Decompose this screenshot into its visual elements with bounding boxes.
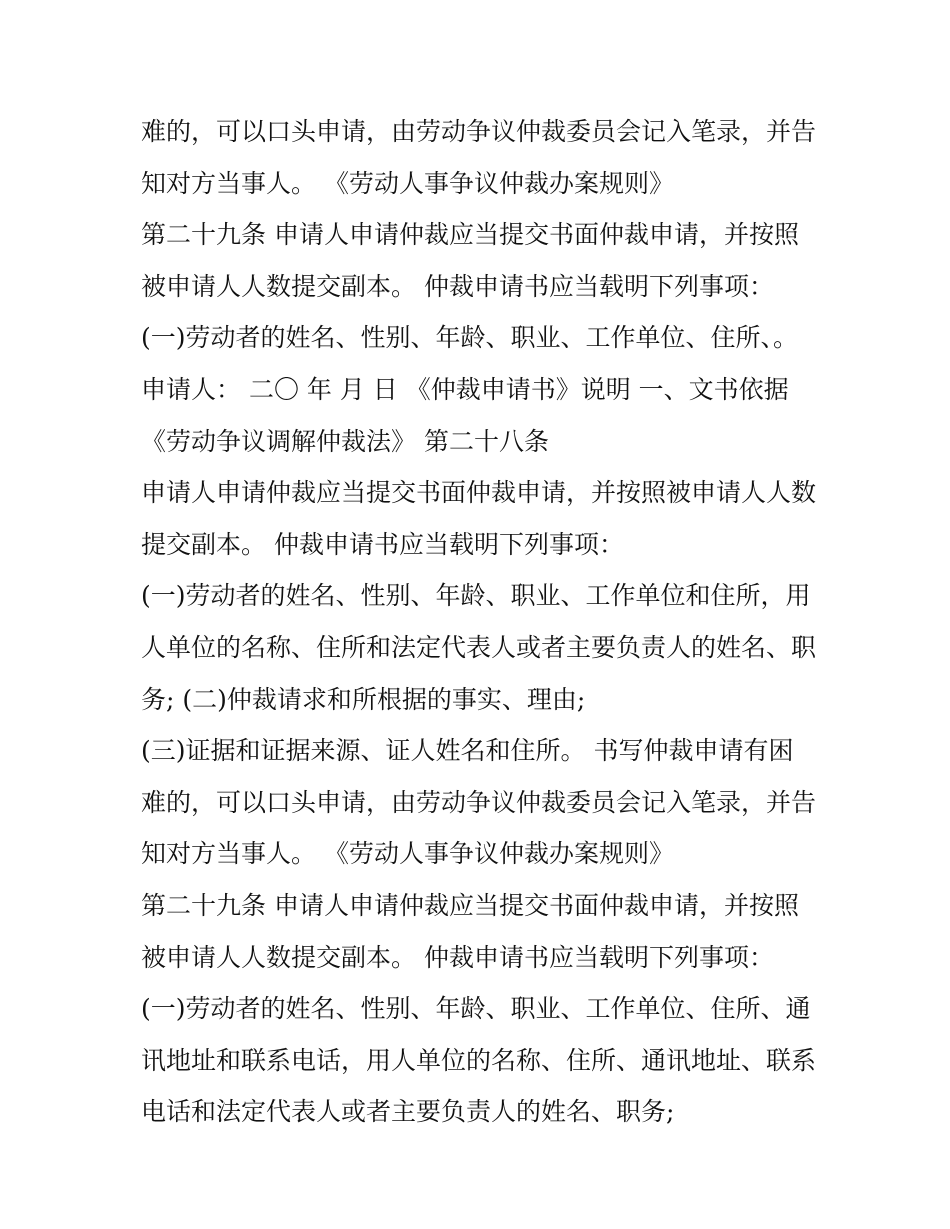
text-line: 务; (二)仲裁请求和所根据的事实、理由; <box>141 684 586 714</box>
text-line: 电话和法定代表人或者主要负责人的姓名、职务; <box>141 1097 675 1127</box>
text-line: (一)劳动者的姓名、性别、年龄、职业、工作单位、住所、。 <box>141 323 799 353</box>
text-line: (三)证据和证据来源、证人姓名和住所。 书写仲裁申请有困 <box>141 736 794 766</box>
text-line: 被申请人人数提交副本。 仲裁申请书应当载明下列事项： <box>141 942 774 972</box>
text-line: 被申请人人数提交副本。 仲裁申请书应当载明下列事项： <box>141 271 774 301</box>
text-line: 第二十九条 申请人申请仲裁应当提交书面仲裁申请，并按照 <box>141 890 799 920</box>
document-body <box>141 106 821 1138</box>
text-line: 提交副本。 仲裁申请书应当载明下列事项： <box>141 529 624 559</box>
text-line: 难的，可以口头申请，由劳动争议仲裁委员会记入笔录，并告 <box>141 117 817 146</box>
text-line: 申请人： 二〇 年 月 日 《仲裁申请书》说明 一、文书依据 <box>141 374 789 404</box>
text-line: 难的，可以口头申请，由劳动争议仲裁委员会记入笔录，并告 <box>141 787 817 817</box>
text-line: 申请人申请仲裁应当提交书面仲裁申请，并按照被申请人人数 <box>141 478 817 508</box>
text-line: 人单位的名称、住所和法定代表人或者主要负责人的姓名、职 <box>141 632 817 662</box>
text-line: 《劳动争议调解仲裁法》 第二十八条 <box>141 426 549 456</box>
text-line: (一)劳动者的姓名、性别、年龄、职业、工作单位和住所，用 <box>141 581 811 611</box>
text-line: 第二十九条 申请人申请仲裁应当提交书面仲裁申请，并按照 <box>141 220 799 250</box>
text-line: 讯地址和联系电话，用人单位的名称、住所、通讯地址、联系 <box>141 1045 817 1075</box>
text-line: 知对方当事人。 《劳动人事争议仲裁办案规则》 <box>141 168 674 198</box>
text-line: (一)劳动者的姓名、性别、年龄、职业、工作单位、住所、通 <box>141 994 811 1024</box>
text-line: 知对方当事人。 《劳动人事争议仲裁办案规则》 <box>141 839 674 869</box>
